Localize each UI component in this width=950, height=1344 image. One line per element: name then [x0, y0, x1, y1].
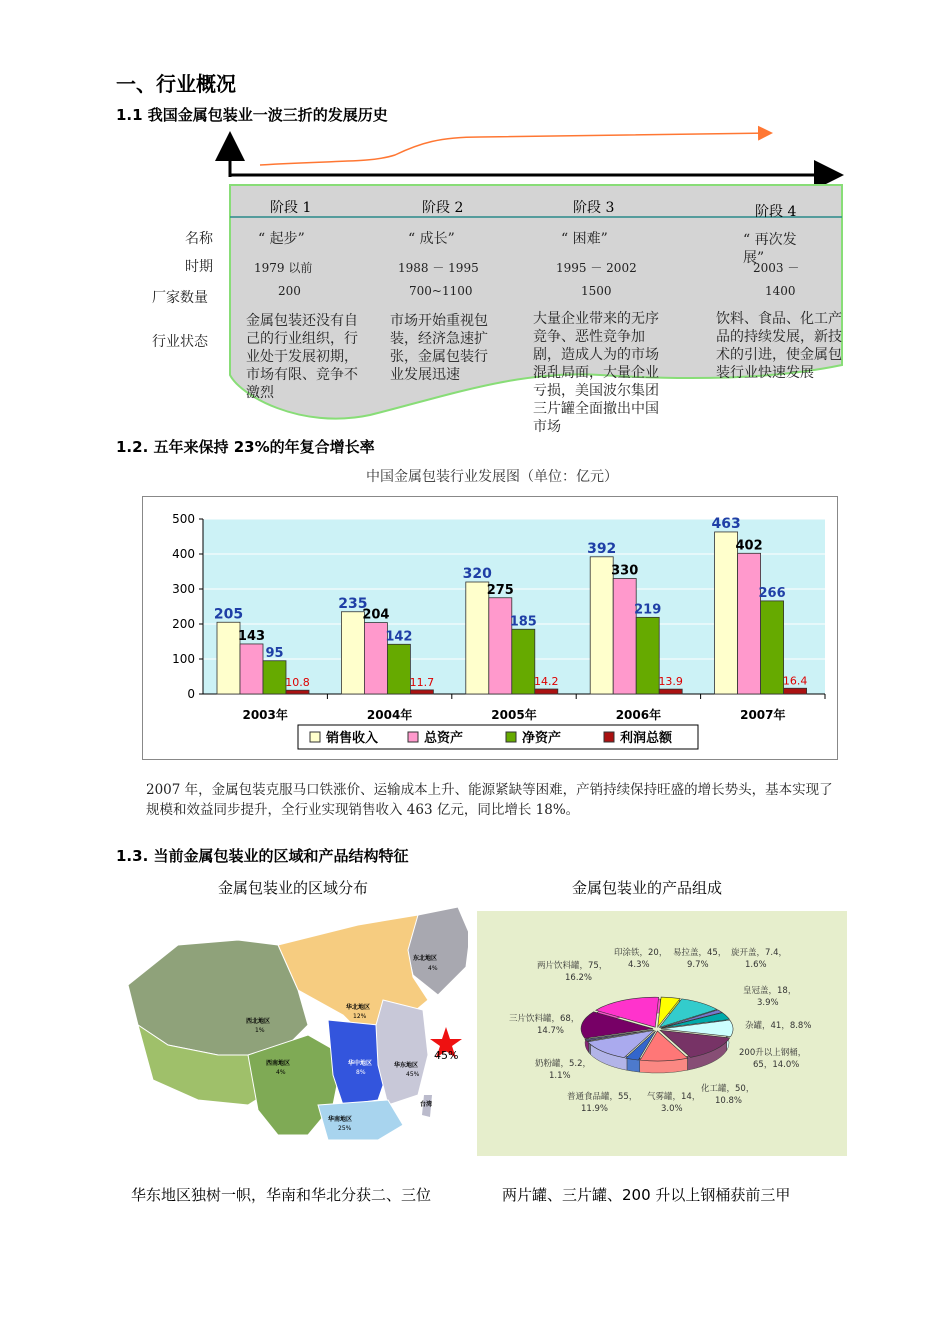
data-label: 266 — [758, 585, 786, 601]
bar-销售收入-2005年 — [466, 582, 489, 694]
map-highlight-pct: 45% — [434, 1049, 459, 1062]
legend-label: 销售收入 — [326, 731, 379, 746]
region-east — [376, 1000, 428, 1105]
bar-销售收入-2003年 — [217, 622, 240, 694]
data-label: 185 — [509, 614, 537, 630]
bar-总资产-2003年 — [240, 644, 263, 694]
bar-净资产-2007年 — [761, 601, 784, 694]
x-tick-label: 2004年 — [366, 708, 413, 722]
data-label: 320 — [462, 566, 492, 582]
chart-frame — [142, 496, 838, 760]
bar-净资产-2006年 — [636, 617, 659, 694]
pie-label-pct: 14.7% — [537, 1026, 565, 1036]
legend-swatch — [604, 732, 614, 742]
legend-label: 总资产 — [424, 731, 464, 746]
y-tick-label: 500 — [172, 512, 195, 526]
bar-净资产-2004年 — [387, 644, 410, 694]
pie-label-pct: 16.2% — [565, 973, 593, 983]
map-pct-southwest: 4% — [276, 1069, 286, 1076]
data-label: 13.9 — [658, 675, 683, 689]
bar-利润总额-2005年 — [535, 689, 558, 694]
data-label: 219 — [634, 602, 662, 618]
chart-title: 中国金属包装行业发展图（单位：亿元） — [366, 469, 618, 485]
bar-chart — [143, 497, 837, 759]
y-tick-label: 200 — [172, 617, 195, 631]
map-pct-south: 25% — [338, 1125, 352, 1132]
stage-3-status: 大量企业带来的无序竞争、恶性竞争加剧，造成人为的市场混乱局面，大量企业亏损，美国波尔集团三片罐全面撤出中国市场 — [533, 311, 659, 435]
china-region-map — [128, 905, 468, 1170]
map-label-taiwan: 台湾 — [420, 1101, 433, 1108]
growth-trend-line — [260, 133, 770, 165]
stage-3-count: 1500 — [581, 284, 612, 298]
pie-label-pct: 65，14.0% — [753, 1060, 800, 1070]
stage-1-count: 200 — [278, 284, 301, 298]
data-label: 16.4 — [782, 674, 808, 688]
map-pct-north: 12% — [353, 1013, 367, 1020]
pie-label-pct: 9.7% — [687, 960, 709, 970]
stage-3-period: 1995 － 2002 — [556, 261, 637, 275]
pie-label: 气雾罐，14， — [647, 1092, 701, 1102]
y-tick-label: 300 — [172, 582, 195, 596]
x-tick-label: 2006年 — [615, 708, 662, 722]
legend-swatch — [310, 732, 320, 742]
y-tick-label: 100 — [172, 652, 195, 666]
row-label-count: 厂家数量 — [152, 290, 208, 306]
map-label-east: 华东地区 — [394, 1062, 419, 1069]
legend-swatch — [408, 732, 418, 742]
x-tick-label: 2007年 — [740, 708, 786, 722]
data-label: 235 — [338, 595, 368, 612]
pie-label-pct: 10.8% — [715, 1096, 743, 1106]
bar-利润总额-2004年 — [410, 690, 433, 694]
pie-panel — [477, 911, 847, 1156]
data-label: 14.2 — [534, 675, 559, 689]
x-tick-label: 2005年 — [491, 708, 537, 722]
pie-label-pct: 1.6% — [745, 960, 767, 970]
bar-利润总额-2003年 — [286, 690, 309, 694]
data-label: 142 — [385, 629, 413, 645]
map-label-northeast: 东北地区 — [413, 955, 438, 962]
data-label: 11.7 — [409, 675, 435, 689]
pie-label: 皇冠盖，18， — [743, 986, 797, 996]
data-label: 204 — [362, 607, 390, 623]
data-label: 402 — [735, 538, 763, 554]
stage-2-count: 700~1100 — [409, 284, 473, 298]
pie-label: 普通食品罐，55， — [567, 1092, 638, 1102]
subsection-title-1-1: 1.1 我国金属包装业一波三折的发展历史 — [116, 106, 388, 124]
pie-label: 200升以上钢桶， — [739, 1048, 807, 1058]
stage-4-period: 2003 － — [753, 261, 800, 275]
map-label-south: 华南地区 — [328, 1116, 353, 1123]
stage-3-name: “ 困难” — [561, 231, 608, 247]
bar-净资产-2005年 — [512, 629, 535, 694]
pie-caption: 两片罐、三片罐、200 升以上钢桶获前三甲 — [502, 1186, 791, 1204]
data-label: 143 — [237, 628, 266, 644]
map-caption: 华东地区独树一帜，华南和华北分获二、三位 — [131, 1186, 432, 1204]
y-tick-label: 400 — [172, 547, 195, 561]
stage-2-status: 市场开始重视包装，经济急速扩张，金属包装行业发展迅速 — [390, 313, 488, 383]
bar-销售收入-2006年 — [590, 557, 613, 694]
bar-总资产-2006年 — [613, 579, 636, 695]
x-tick-label: 2003年 — [242, 708, 288, 722]
chart-paragraph: 2007 年，金属包装克服马口铁涨价、运输成本上升、能源紧缺等困难，产销持续保持旺盛的增长势头，基本实现了规模和效益同步提升，全行业实现销售收入 463 亿元，同比增长 18%。 — [146, 782, 833, 818]
pie-label-pct: 11.9% — [581, 1104, 609, 1114]
stage-2-period: 1988 － 1995 — [398, 261, 479, 275]
stage-4-status: 饮料、食品、化工产品的持续发展，新技术的引进，使金属包装行业快速发展 — [716, 311, 842, 381]
pie-label: 三片饮料罐，68， — [509, 1014, 580, 1024]
product-pie-chart — [477, 911, 847, 1156]
bar-总资产-2007年 — [738, 553, 761, 694]
stage-2-header: 阶段 2 — [422, 200, 464, 216]
pie-label-pct: 3.0% — [661, 1104, 683, 1114]
pie-label: 印涂铁，20， — [614, 948, 668, 958]
stage-1-status: 金属包装还没有自己的行业组织，行业处于发展初期，市场有限、竞争不激烈 — [246, 313, 358, 401]
row-label-status: 行业状态 — [152, 334, 208, 350]
bar-净资产-2003年 — [263, 661, 286, 694]
stage-1-name: “ 起步” — [258, 231, 305, 247]
map-label-north: 华北地区 — [346, 1004, 371, 1011]
stage-1-header: 阶段 1 — [270, 200, 312, 216]
stage-4-name: “ 再次发展” — [743, 232, 797, 266]
pie-label: 化工罐，50， — [701, 1084, 755, 1094]
map-pct-east: 45% — [406, 1071, 420, 1078]
legend-swatch — [506, 732, 516, 742]
stage-1-period: 1979 以前 — [254, 261, 313, 275]
data-label: 392 — [587, 540, 617, 557]
timeline-graphic — [120, 125, 850, 430]
pie-label-pct: 4.3% — [628, 960, 650, 970]
legend-label: 利润总额 — [620, 731, 673, 746]
pie-label: 旋开盖，7.4， — [731, 948, 788, 958]
bar-总资产-2005年 — [489, 598, 512, 694]
bar-销售收入-2007年 — [715, 532, 738, 694]
data-label: 330 — [611, 563, 639, 579]
data-label: 10.8 — [285, 676, 310, 690]
pie-label: 奶粉罐，5.2， — [535, 1059, 592, 1069]
bar-销售收入-2004年 — [341, 612, 364, 694]
map-label-northwest: 西北地区 — [246, 1018, 271, 1025]
bar-利润总额-2006年 — [659, 689, 682, 694]
row-label-period: 时期 — [185, 259, 213, 275]
subsection-title-1-2: 1.2. 五年来保持 23%的年复合增长率 — [116, 438, 375, 456]
data-label: 205 — [213, 606, 244, 623]
stage-2-name: “ 成长” — [408, 231, 455, 247]
data-label: 275 — [486, 582, 514, 598]
map-label-southwest: 西南地区 — [266, 1060, 291, 1067]
map-pct-northeast: 4% — [428, 965, 438, 972]
map-pct-central: 8% — [356, 1069, 366, 1076]
subsection-title-1-3: 1.3. 当前金属包装业的区域和产品结构特征 — [116, 847, 409, 865]
pie-title: 金属包装业的产品组成 — [572, 879, 723, 897]
pie-label-pct: 1.1% — [549, 1071, 571, 1081]
pie-label: 两片饮料罐，75， — [537, 961, 608, 971]
pie-label: 易拉盖，45， — [673, 948, 727, 958]
map-pct-northwest: 1% — [255, 1027, 265, 1034]
legend-label: 净资产 — [522, 731, 562, 746]
stage-4-header: 阶段 4 — [755, 204, 797, 220]
row-label-name: 名称 — [185, 231, 213, 247]
bar-总资产-2004年 — [364, 623, 387, 694]
pie-label-pct: 3.9% — [757, 998, 779, 1008]
stage-4-count: 1400 — [765, 284, 796, 298]
section-title: 一、行业概况 — [116, 72, 236, 96]
data-label: 463 — [711, 515, 741, 532]
map-title: 金属包装业的区域分布 — [218, 879, 369, 897]
bar-利润总额-2007年 — [784, 688, 807, 694]
y-tick-label: 0 — [187, 687, 195, 701]
pie-label: 杂罐，41，8.8% — [745, 1021, 812, 1031]
stage-3-header: 阶段 3 — [573, 200, 615, 216]
data-label: 95 — [265, 645, 284, 661]
map-label-central: 华中地区 — [348, 1060, 373, 1067]
